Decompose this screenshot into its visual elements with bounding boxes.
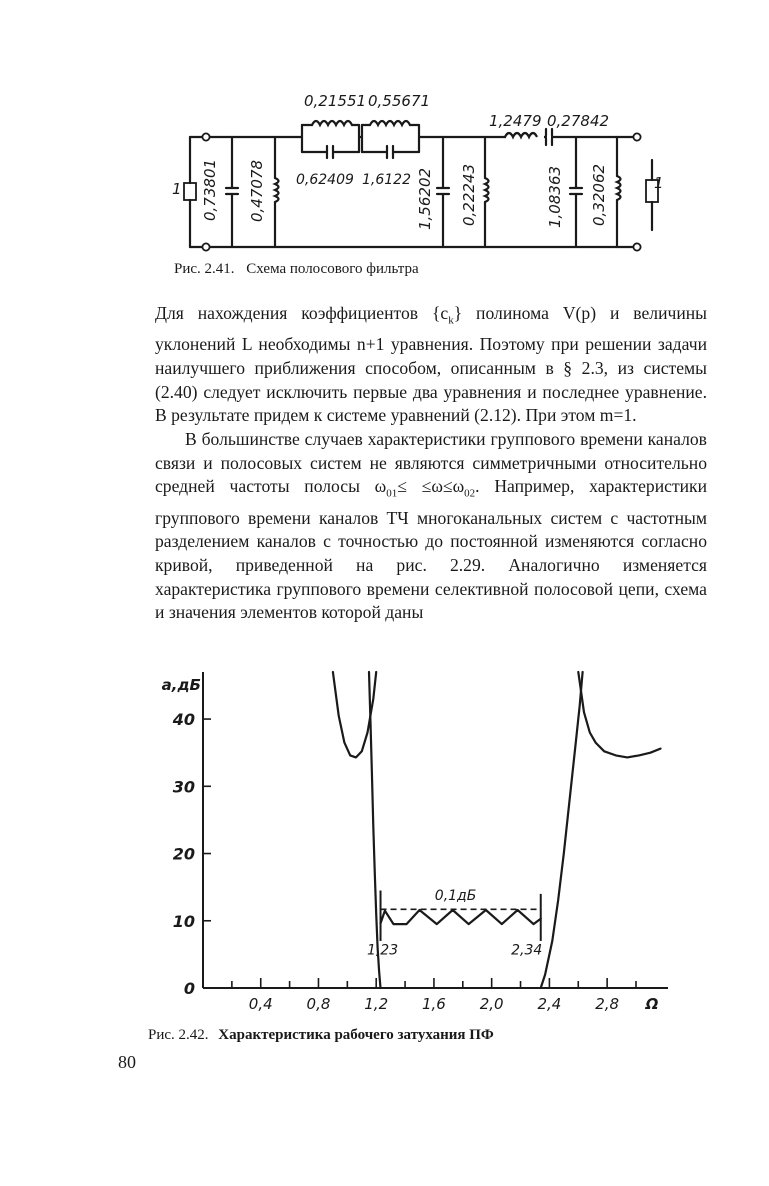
page-number: 80: [118, 1052, 136, 1072]
x-tick-label: 0,8: [306, 995, 331, 1013]
label-c1: 0,73801: [201, 158, 219, 221]
label-series-l2: 0,55671: [368, 92, 431, 110]
y-tick-label: 40: [172, 710, 195, 730]
label-shunt-c2: 1,56202: [416, 167, 434, 230]
x-axis-label: Ω: [645, 995, 659, 1013]
x-tick-label: 1,6: [422, 995, 446, 1013]
attenuation-curve-upper-stopband: [578, 672, 660, 757]
label-shunt-c3: 1,08363: [546, 165, 564, 228]
label-right-resistor: 1: [654, 174, 664, 192]
attenuation-curve-left-skirt: [369, 672, 381, 988]
y-tick-label: 20: [172, 844, 195, 864]
passband-left-label: 1,23: [366, 942, 399, 959]
label-series-c1: 0,62409: [296, 172, 354, 188]
figure-241-caption-number: Рис. 2.41.: [174, 261, 235, 277]
ripple-label: 0,1дБ: [434, 887, 477, 904]
y-axis-label: a,дБ: [161, 676, 201, 694]
x-tick-label: 0,4: [248, 995, 273, 1013]
y-tick-label: 10: [172, 911, 195, 931]
y-tick-label: 0: [183, 979, 195, 998]
y-tick-label: 30: [172, 777, 195, 797]
label-series-c2: 1,6122: [362, 172, 411, 188]
passband-right-label: 2,34: [511, 942, 543, 959]
figure-241-caption-text: Схема полосового фильтра: [246, 261, 419, 277]
label-series-l1: 0,21551: [304, 92, 367, 110]
figure-242-caption-number: Рис. 2.42.: [148, 1027, 209, 1043]
label-l1: 0,47078: [248, 159, 266, 222]
label-left-resistor: 1: [172, 180, 182, 198]
label-series-c3: 0,27842: [547, 112, 610, 130]
label-shunt-l2: 0,22243: [460, 163, 478, 226]
attenuation-curve-passband-ripple: [381, 910, 541, 924]
x-tick-label: 2,8: [595, 995, 620, 1013]
figure-242-caption-text: Характеристика рабочего затухания ПФ: [218, 1027, 494, 1043]
paragraph-2: В большинстве случаев характеристики группового времени каналов связи и полосовых систем не являются симметричными относительно средней частоты полосы $\omega_{01}\le \le\omega\le\omega_{02}$. Например, характеристики группового времени каналов ТЧ многоканальных систем с частотным разделением каналов с точностью до постоянной изменяются согласно кривой, приведенной на рис. 2.29. Аналогично изменяется характеристика группового времени селективной полосовой цепи, схема и значения элементов которой даны: [155, 429, 708, 623]
x-tick-label: 2,4: [537, 995, 562, 1013]
attenuation-curve-right-skirt: [541, 672, 583, 988]
x-tick-label: 2,0: [479, 995, 504, 1013]
x-tick-label: 1,2: [364, 995, 389, 1013]
label-shunt-l3: 0,32062: [590, 163, 608, 226]
paragraph-1: Для нахождения коэффициентов $\{c_k\}$ полинома V(p) и величины уклонений L необходимы n+1 уравнения. Поэтому при решении задачи наилучшего приближения способом, описанным в § 2.3, из системы (2.40) следует исключить первые два уравнения и последнее уравнение. В результате придем к системе уравнений (2.12). При этом m=1.: [155, 303, 707, 426]
label-series-l3: 1,2479: [489, 112, 542, 130]
figure-242-caption: [148, 1027, 494, 1044]
